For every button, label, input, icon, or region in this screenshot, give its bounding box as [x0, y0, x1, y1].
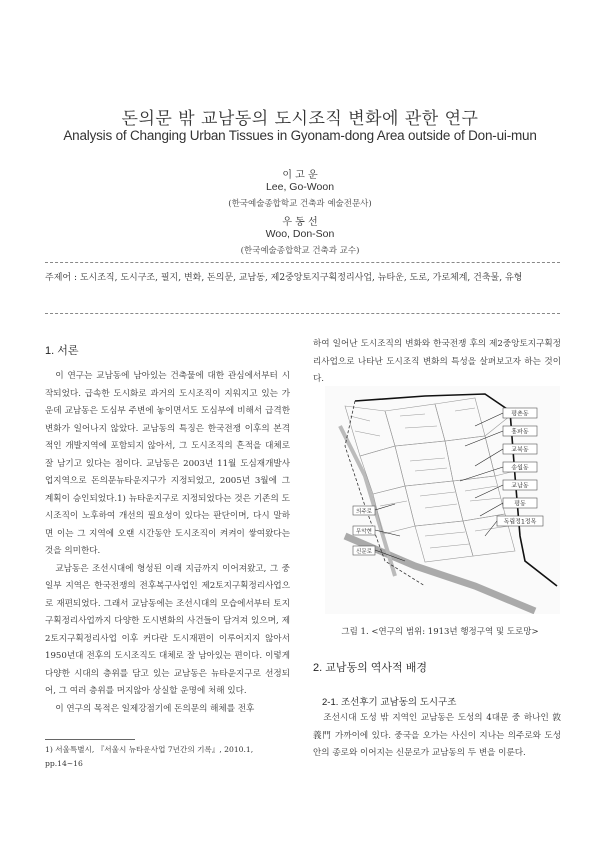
author-2-affiliation: (한국예술종합학교 건축과 교수): [240, 246, 360, 256]
section-2-heading: 2. 교남동의 역사적 배경: [313, 662, 427, 674]
section-2-1-subheading: 2-1. 조선후기 교남동의 도시구조: [322, 697, 457, 708]
figure-caption: 그림 1. <연구의 범위: 1913년 행정구역 및 도로망>: [341, 627, 539, 637]
title-korean: 돈의문 밖 교남동의 도시조직 변화에 관한 연구: [121, 109, 479, 129]
keywords-top-rule: [45, 262, 560, 263]
author-2-name-en: Woo, Don-Son: [265, 228, 335, 240]
section-2-1-paragraph: 조선시대 도성 밖 지역인 교남동은 도성의 4대문 중 하나인 敦義門 가까이에 있다. 중국을 오가는 사신이 지나는 의주로와 도성 안의 종로와 이어지는 신문로가 교남동의 두 변을 이룬다.: [313, 713, 561, 758]
section-1-heading: 1. 서론: [45, 345, 79, 357]
street-label-3: 신문로: [356, 549, 372, 555]
legend-item-7: 독립정1정목: [503, 518, 537, 526]
keywords: 주제어 : 도시조직, 도시구조, 필지, 변화, 돈의문, 교남동, 제2중앙토지구획정리사업, 뉴타운, 도로, 가로체계, 건축물, 유형: [45, 273, 523, 283]
left-column-body: [45, 368, 290, 718]
legend-item-3: 교북동: [511, 446, 529, 454]
section-1-paragraph-1: 이 연구는 교남동에 남아있는 건축물에 대한 관심에서부터 시작되었다. 급속한 도시화로 과거의 도시조직이 지워지고 있는 가운데 교남동은 도심부 주변에 놓이면서도 도심부에 비해서 급격한 변화가 일어나지 않았다. 교남동의 특징은 한국전쟁 이후의 본격적인 개발지역에 포함되지 않아서, 그 도시조직의 흔적을 대체로 잘 남기고 있다는 점이다. 교남동은 2003년 11월 도심재개발사업지역으로 돈의문뉴타운지구가 지정되었고, 2005년 3월에 그 계획이 승인되었다.1) 뉴타운지구로 지정되었다는 것은 기존의 도시조직이 노후하여 개선의 필요성이 있다는 판단이며, 다시 말하면 이는 그 지역에 오랜 시간동안 도시조직이 켜켜이 쌓여왔다는 것을 의미한다.: [45, 371, 290, 556]
right-column-intro: [313, 336, 561, 389]
keywords-bottom-rule: [45, 313, 560, 314]
section-1-continuation: 하여 일어난 도시조직의 변화와 한국전쟁 후의 제2중앙토지구획정리사업으로 나타난 도시조직 변화의 특성을 살펴보고자 하는 것이다.: [313, 339, 561, 384]
title-english: Analysis of Changing Urban Tissues in Gyonam-dong Area outside of Don-ui-mun: [63, 128, 537, 143]
footnote: 1) 서울특별시, 『서울시 뉴타운사업 7년간의 기록』, 2010.1, pp.14~16: [45, 745, 254, 768]
section-1-paragraph-2: 교남동은 조선시대에 형성된 이래 지금까지 이어져왔고, 그 중 일부 지역은 한국전쟁의 전후복구사업인 제2토지구획정리사업으로 재편되었다. 그래서 교남동에는 조선시대의 모습에서부터 토지구획정리사업까지 다양한 도시변화의 사건들이 담겨져 있으며, 제2토지구획정리사업 이후 커다란 도시재편이 이루어지지 않아서 1950년대 전후의 도시조직도 대체로 잘 남아있는 편이다. 이렇게 다양한 시대의 층위를 담고 있는 교남동은 뉴타운지구로 선정되어, 그 여러 층위를 머지않아 상실할 운명에 처해 있다.: [45, 563, 290, 696]
legend-item-5: 교남동: [511, 482, 529, 490]
author-1-name-ko: 이 고 운: [282, 170, 318, 181]
legend-item-6: 평동: [514, 500, 526, 508]
street-label-2: 무악현: [356, 529, 372, 535]
legend-item-4: 송월동: [511, 464, 529, 472]
legend-item-1: 평촌동: [511, 410, 529, 418]
author-1-affiliation: (한국예술종합학교 건축과 예술전문사): [228, 199, 372, 209]
urban-map-figure: [325, 386, 560, 614]
author-1-name-en: Lee, Go-Woon: [265, 181, 335, 193]
footnote-rule: [45, 739, 135, 740]
author-2-name-ko: 우 동 선: [282, 217, 318, 228]
section-2-body: [313, 710, 561, 763]
section-1-paragraph-3: 이 연구의 목적은 일제강점기에 돈의문의 해체를 전후: [55, 703, 255, 714]
street-label-1: 의주로: [356, 509, 372, 515]
legend-item-2: 홍파동: [511, 428, 529, 436]
